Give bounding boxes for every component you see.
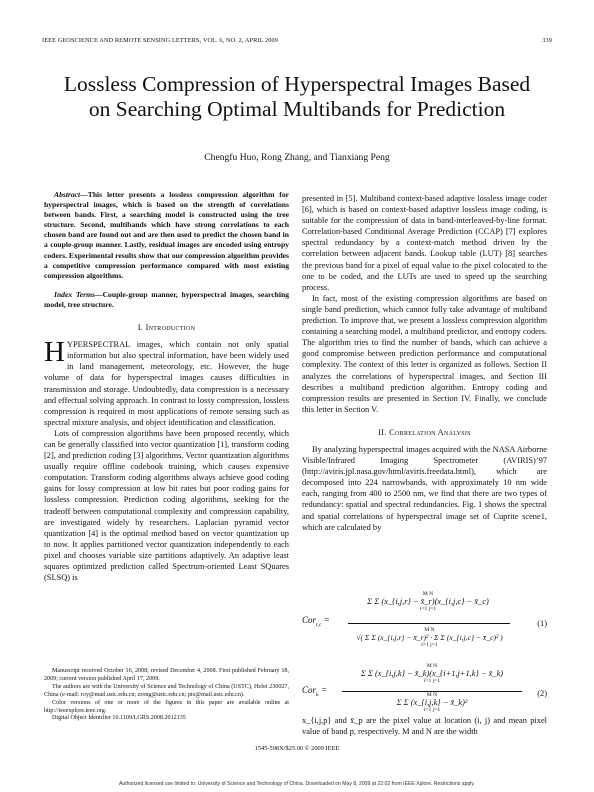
index-terms (44, 290, 289, 310)
drop-cap: H (44, 336, 65, 369)
left-column (44, 190, 289, 583)
footnote-color: Color versions of one or more of the figures in this paper are available online at http://ieeexplore.ieee.org. (44, 699, 289, 714)
eq1-denominator: M N √( Σ Σ (x_{i,j,r} − x̄_r)² · Σ Σ (x_{i,j,c} − x̄_c)² ) i=1 j=1 (356, 627, 503, 648)
abstract-label: Abstract (54, 190, 81, 199)
section-heading-correlation: II. Correlation Analysis (378, 427, 471, 437)
equation-1 (302, 591, 547, 661)
eq2-numerator: M N Σ Σ (x_{i,j,k} − x̄_k)(x_{i+1,j+1,k} − x̄_k) i=1 j=1 (360, 663, 504, 684)
index-terms-label: Index Terms (54, 289, 95, 299)
eq1-numerator: M N Σ Σ (x_{i,j,r} − x̄_r)(x_{i,j,c} − x̄_c) i=1 j=1 (367, 591, 489, 612)
footnotes (44, 668, 289, 723)
eq2-denominator: M N Σ Σ (x_{i,j,k} − x̄_k)² i=1 j=1 (396, 692, 468, 713)
index-terms-text: —Couple-group manner, hyperspectral images, searching model, tree structure. (44, 289, 289, 309)
section-heading-introduction: I. Introduction (137, 323, 196, 333)
intro-paragraph-2: Lots of compression algorithms have been proposed recently, which can be generally classified into vector quantization [1], transform coding [2], and prediction coding [3] algorithms. Vector quantization algorithms usually require offline codebook training, which causes expensive computation. Transform coding algorithms always achieve good coding gains for lossy compression at low bit rates but poor coding gains for lossless compression. Prediction coding algorithms, seeking for the tradeoff between computational complexity and compression capability, are investigated widely by researchers. Laplacian pyramid vector quantization [4] is the optimal method based on vector quantization up to now. It applies partitioned vector quantization independently to each pixel and chooses variable size partitions adaptively. An adaptive least squares optimized prediction called Spectrum-oriented Least SQuares (SLSQ) is (44, 428, 289, 583)
intro-paragraph-3: presented in [5]. Multiband context-based adaptive lossless image coder [6], which is based on context-based adaptive lossless image coding, is suitable for the compression of data in band-interleaved-by-line format. Correlation-based Conditional Average Prediction (CCAP) [7] explores spectral redundancy by a context-match method driven by the correlation between adjacent bands. Lookup table (LUT) [8] searches the previous band for a pixel of equal value to the pixel colocated to the one to be coded, and the LUTs are used to speed up the searching process. (302, 194, 547, 292)
footnote-received: Manuscript received October 16, 2008; revised December 4, 2008. First published February 18, 2009; current version published April 17, 2009. (44, 668, 289, 682)
eq1-label: (1) (537, 619, 547, 628)
abstract (44, 190, 289, 281)
eq2-label: (2) (537, 689, 547, 698)
intro-paragraph-4: In fact, most of the existing compression algorithms are based on single band prediction, which cannot fully take advantage of multiband prediction. To improve that, we present a lossless compression algorithm containing a searching model, a multiband predictor, and entropy coders. The algorithm tries to find the number of bands, which can achieve a good compromise between prediction performance and computational complexity. The context of this letter is organized as follows. Section II analyzes the correlations of hyperspectral images, and Section III describes a multiband prediction algorithm. Entropy coding and compression results are presented in Section IV. Finally, we conclude this letter in Section V. (302, 293, 547, 414)
abstract-text: —This letter presents a lossless compression algorithm for hyperspectral images, which is based on the strength of correlations between bands. First, a searching model is constructed using the tree structure. Second, multibands which have strong correlations to each chosen band are found out and are then used to predict the chosen band in a couple-group manner. Lastly, residual images are encoded using entropy coders. Experimental results show that our compression algorithm provides a competitive compression performance compared with most existing compression algorithms. (44, 190, 289, 280)
page-number: 339 (542, 37, 552, 44)
paper-title: Lossless Compression of Hyperspectral Images Based on Searching Optimal Multibands for Prediction (63, 72, 531, 121)
eq1-fraction-bar (348, 623, 510, 624)
copyright-line: 1545-598X/$25.00 © 2009 IEEE (254, 745, 340, 752)
equation-2 (302, 663, 547, 713)
eq1-lhs: Cor$_{r,c}$ = (302, 615, 330, 628)
footnote-affiliation: The authors are with the University of Science and Technology of China (USTC), Hefei 230027, China (e-mail: roy@mail.ustc.edu.cn; zrong@ustc.edu.cn; ptx@mail.ustc.edu.cn). (44, 683, 289, 698)
right-column (302, 193, 547, 533)
intro-paragraph-1: HYPERSPECTRAL images, which contain not only spatial information but also spectral information, have been widely used in land management, meteorology, etc. However, the huge volume of data for hyperspectral images causes difficulties in transmission and storage. Undoubtedly, data compression is a necessary and effectual solving approach. In contrast to lossy compression, lossless compression is required in most applications of remote sensing such as spectral mixture analysis, and object identification and classification. (44, 336, 289, 427)
eq2-lhs: Cor$_k$ = (302, 685, 328, 698)
journal-name: IEEE GEOSCIENCE AND REMOTE SENSING LETTERS, VOL. 6, NO. 2, APRIL 2009 (42, 37, 279, 44)
running-header (42, 37, 552, 44)
correlation-paragraph-2: x_{i,j,p} and x̄_p are the pixel value at location (i, j) and mean pixel value of band p, respectively. M and N are the width (302, 716, 547, 737)
license-notice: Authorized licensed use limited to: University of Science and Technology of China. Downloaded on May 8, 2009 at 22:02 from IEEE Xplore. Restrictions apply. (118, 781, 475, 787)
footnote-doi: Digital Object Identifier 10.1109/LGRS.2008.2012135 (52, 715, 186, 722)
author-list: Chengfu Huo, Rong Zhang, and Tianxiang Peng (204, 152, 390, 163)
correlation-paragraph-1: By analyzing hyperspectral images acquired with the NASA Airborne Visible/Infrared Imaging Spectrometer (AVIRIS)’97 (http://aviris.jpl.nasa.gov/html/aviris.freedata.html), which are decomposed into 224 narrowbands, with approximately 10 nm wide each, ranging from 400 to 2500 nm, we find that there are two types of redundancy: spatial and spectral redundancies. Fig. 1 shows the spectral and spatial correlations of hyperspectral image set of Cuprite scene1, which are calculated by (302, 444, 547, 532)
